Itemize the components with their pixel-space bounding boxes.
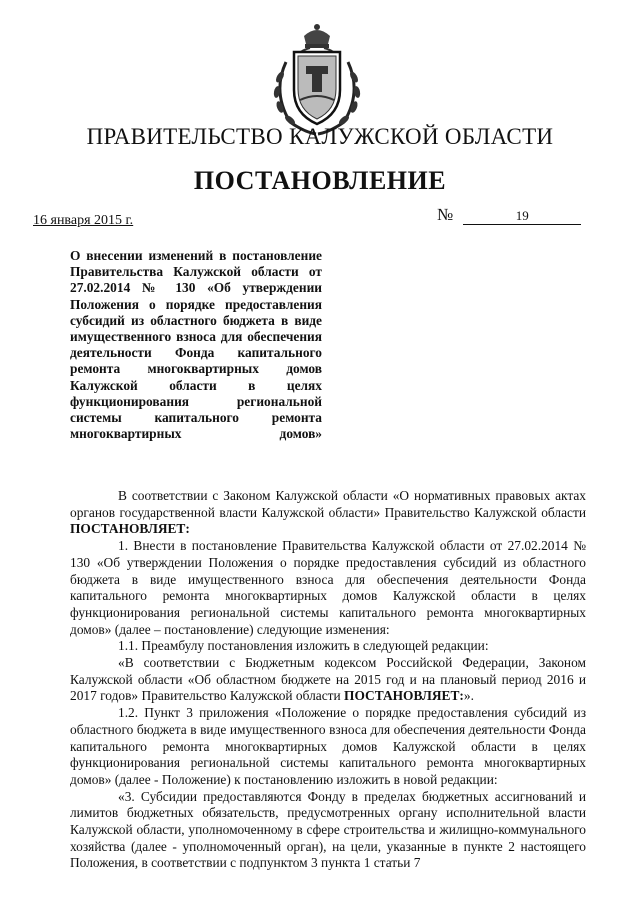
document-number-block: [437, 205, 581, 225]
paragraph-item-1: 1. Внести в постановление Правительства Калужской области от 27.02.2014 № 130 «Об утверждении Положения о порядке предоставления субсидий из областного бюджета в виде имущественного взноса для обеспечения деятельности Фонда капитального ремонта многоквартирных домов Калужской области в целях функционирования региональной системы капитального ремонта многоквартирных домов» (далее – постановление) следующие изменения:: [70, 538, 586, 637]
paragraph-preamble: В соответствии с Законом Калужской области «О нормативных правовых актах органов государственной власти Калужской области» Правительство Калужской области ПОСТАНОВЛЯЕТ:: [70, 488, 586, 537]
resolves-word: ПОСТАНОВЛЯЕТ:: [70, 521, 190, 537]
government-title: ПРАВИТЕЛЬСТВО КАЛУЖСКОЙ ОБЛАСТИ: [86, 124, 554, 149]
document-subject: О внесении изменений в постановление Правительства Калужской области от 27.02.2014 № 130 «Об утверждении Положения о порядке предоставления субсидий из областного бюджета в виде имущественного взноса для обеспечения деятельности Фонда капитального ремонта многоквартирных домов Калужской области в целях функционирования региональной системы капитального ремонта многоквартирных домов»: [70, 248, 322, 442]
document-body: [70, 488, 586, 872]
paragraph-item-1-1: 1.1. Преамбулу постановления изложить в следующей редакции:: [118, 638, 489, 654]
paragraph-item-1-2: 1.2. Пункт 3 приложения «Положение о порядке предоставления субсидий из областного бюджета в виде имущественного взноса для обеспечения деятельности Фонда капитального ремонта многоквартирных домов Калужской области в целях функционирования региональной системы капитального ремонта многоквартирных домов» (далее - Положение) к постановлению изложить в новой редакции:: [70, 705, 586, 787]
paragraph-new-preamble: «В соответствии с Бюджетным кодексом Российской Федерации, Законом Калужской области «Об областном бюджете на 2015 год и на плановый период 2016 и 2017 годов» Правительство Калужской области ПОСТАНОВЛЯЕТ:».: [70, 655, 586, 704]
resolves-word: ПОСТАНОВЛЯЕТ:: [344, 688, 464, 704]
coat-of-arms-icon: [264, 22, 370, 138]
paragraph-item-3: «3. Субсидии предоставляются Фонду в пределах бюджетных ассигнований и лимитов бюджетных обязательств, предусмотренных органу исполнительной власти Калужской области, уполномоченному в сфере строительства и жилищно-коммунального хозяйства (далее - уполномоченный орган), на цели, указанные в пункте 2 настоящего Положения, в соответствии с подпунктом 3 пункта 1 статьи 7: [70, 788, 586, 871]
number-sign: №: [437, 205, 454, 224]
document-kind: ПОСТАНОВЛЕНИЕ: [193, 166, 447, 195]
document-number: 19: [463, 208, 581, 225]
document-date: 16 января 2015 г.: [33, 213, 134, 228]
